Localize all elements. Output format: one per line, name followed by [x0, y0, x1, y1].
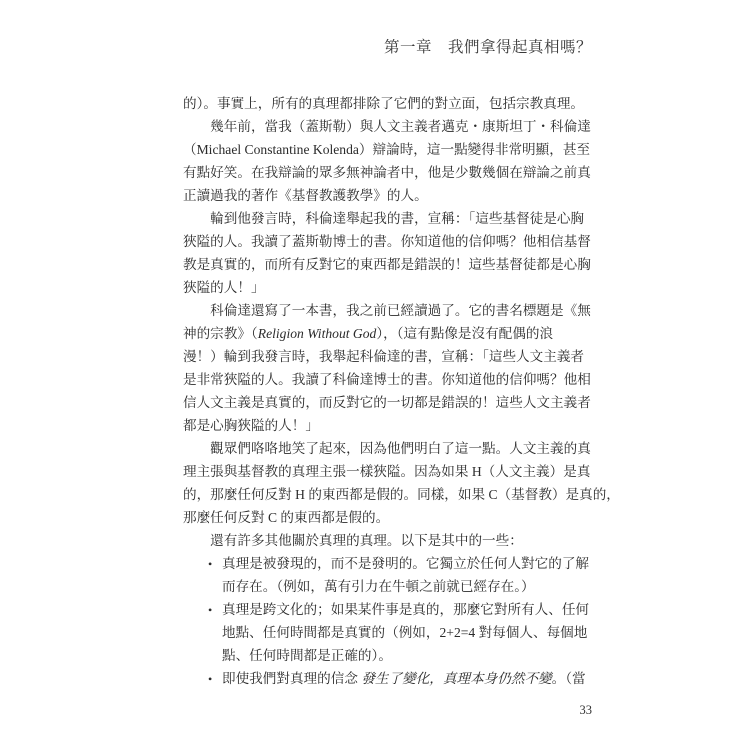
body-text-line: 的，那麼任何反對 H 的東西都是假的。同樣，如果 C（基督教）是真的， [183, 487, 620, 502]
bullet-icon: • [208, 557, 213, 571]
body-text-line: 狹隘的人！」 [183, 280, 265, 295]
body-text-line: 理主張與基督教的真理主張一樣狹隘。因為如果 H（人文主義）是真 [183, 464, 591, 479]
body-text-line: 正讀過我的著作《基督教護教學》的人。 [183, 188, 428, 203]
body-text-line: 有點好笑。在我辯論的眾多無神論者中，他是少數幾個在辯論之前真 [183, 165, 591, 180]
body-text [183, 92, 620, 690]
body-text-line: 輪到他發言時，科倫達舉起我的書，宣稱：「這些基督徒是心胸 [183, 211, 585, 226]
page-number: 33 [579, 703, 592, 717]
bullet-icon: • [208, 672, 213, 686]
body-text-segment: 。（當 [551, 671, 586, 686]
body-text-segment: ），（這有點像是沒有配偶的浪 [376, 326, 554, 341]
body-text-line: 信人文主義是真實的，而反對它的一切都是錯誤的！這些人文主義者 [183, 395, 591, 410]
bullet-continuation-line: 而存在。（例如，萬有引力在牛頓之前就已經存在。） [222, 579, 535, 594]
body-text-line: 狹隘的人。我讀了蓋斯勒博士的書。你知道他的信仰嗎？他相信基督 [183, 234, 591, 249]
body-text-line: 的）。事實上，所有的真理都排除了它們的對立面，包括宗教真理。 [183, 96, 585, 111]
bullet-icon: • [208, 603, 213, 617]
chapter-header: 第一章 我們拿得起真相嗎？ [383, 39, 592, 56]
body-text-segment: 真理是跨文化的；如果某件事是真的，那麼它對所有人、任何 [222, 602, 590, 617]
body-text-line: 都是心胸狹隘的人！」 [183, 418, 319, 433]
body-text-segment: 真理是被發現的，而不是發明的。它獨立於任何人對它的了解 [222, 556, 590, 571]
book-title-italic: Religion Without God [257, 326, 377, 341]
body-text-line: 是非常狹隘的人。我讀了科倫達博士的書。你知道他的信仰嗎？他相 [183, 372, 591, 387]
body-text-line: 還有許多其他關於真理的真理。以下是其中的一些： [183, 533, 523, 548]
body-text-line [183, 322, 595, 345]
bullet-item-line [183, 667, 595, 690]
emphasis-italic: 發生了變化，真理本身仍然不變 [361, 671, 552, 686]
bullet-continuation-line: 點、任何時間都是正確的）。 [222, 648, 392, 663]
body-text-segment: 即使我們對真理的信念 [222, 671, 362, 686]
body-text-line: 教是真實的，而所有反對它的東西都是錯誤的！這些基督徒都是心胸 [183, 257, 591, 272]
body-text-line: 幾年前，當我（蓋斯勒）與人文主義者邁克・康斯坦丁・科倫達 [183, 119, 591, 134]
bullet-item-line [183, 552, 595, 575]
bullet-continuation-line: 地點、任何時間都是真實的（例如，2+2=4 對每個人、每個地 [222, 625, 588, 640]
body-text-line: 觀眾們咯咯地笑了起來，因為他們明白了這一點。人文主義的真 [183, 441, 591, 456]
body-text-segment: 神的宗教》（ [183, 326, 258, 341]
body-text-line: 科倫達還寫了一本書，我之前已經讀過了。它的書名標題是《無 [183, 303, 591, 318]
bullet-item-line [183, 598, 595, 621]
body-text-line: （Michael Constantine Kolenda）辯論時，這一點變得非常明顯，甚至 [183, 142, 591, 157]
body-text-line: 漫！）輪到我發言時，我舉起科倫達的書，宣稱：「這些人文主義者 [183, 349, 585, 364]
body-text-line: 那麼任何反對 C 的東西都是假的。 [183, 510, 390, 525]
